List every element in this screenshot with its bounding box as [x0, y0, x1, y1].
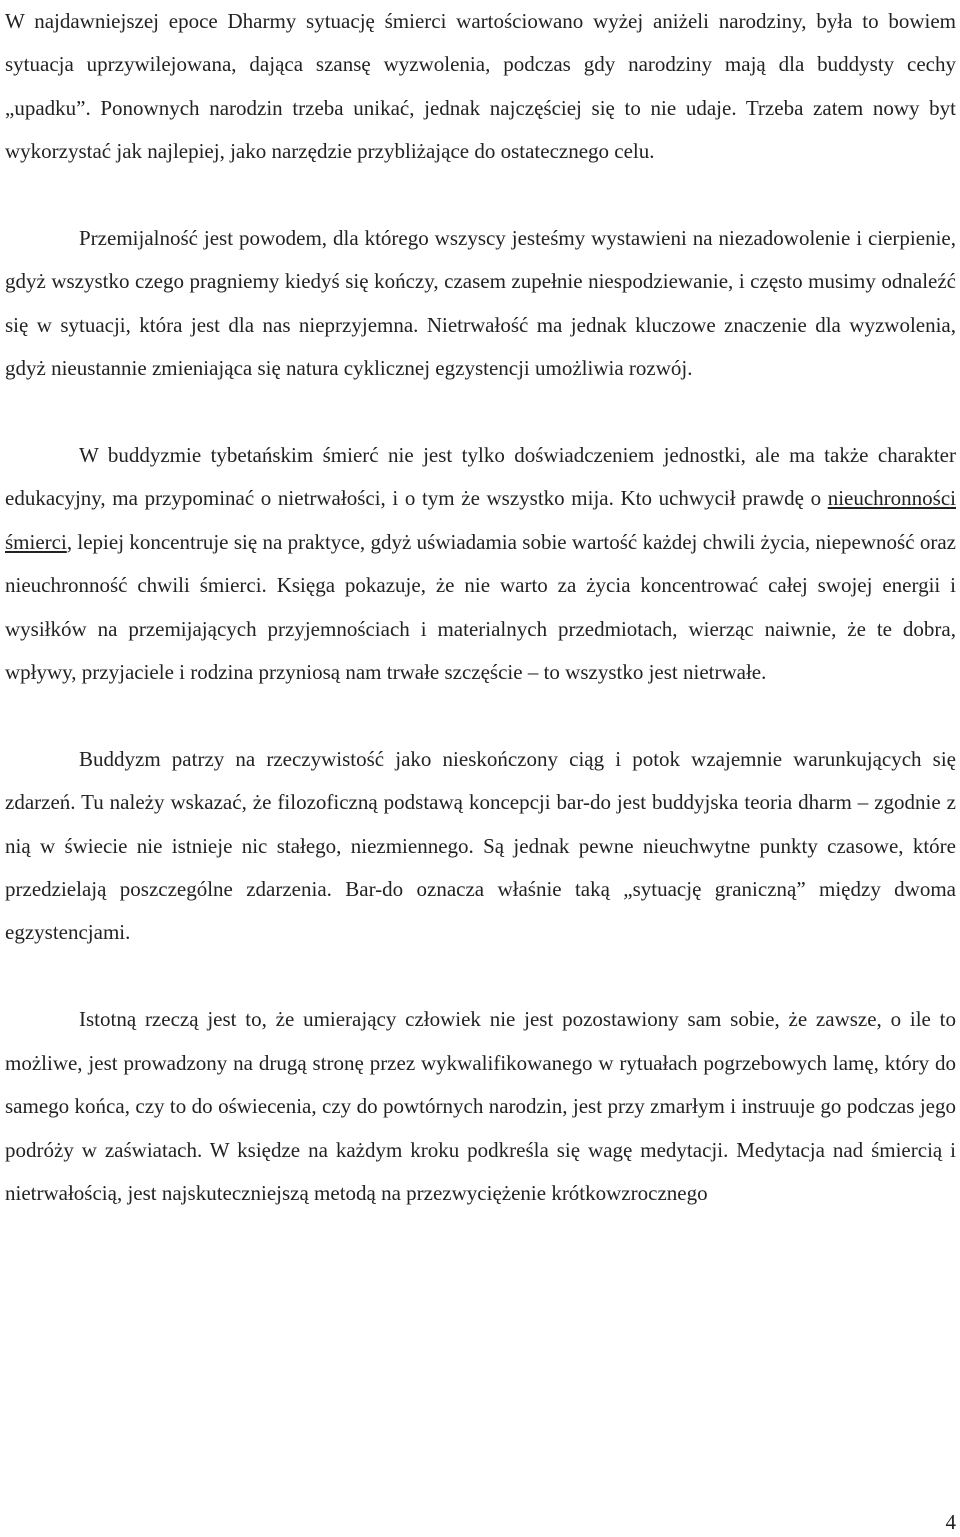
paragraph-3 [5, 434, 956, 694]
paragraph-3-text-after: , lepiej koncentruje się na praktyce, gdyż uświadamia sobie wartość każdej chwili życia, niepewność oraz nieuchronność chwili śmierci. Księga pokazuje, że nie warto za życia koncentrować całej swojej energii i wysiłków na przemijających przyjemnościach i materialnych przedmiotach, wierząc naiwnie, że te dobra, wpływy, przyjaciele i rodzina przyniosą nam trwałe szczęście – to wszystko jest nietrwałe. [5, 529, 956, 685]
paragraph-5: Istotną rzeczą jest to, że umierający człowiek nie jest pozostawiony sam sobie, że zawsze, o ile to możliwe, jest prowadzony na drugą stronę przez wykwalifikowanego w rytuałach pogrzebowych lamę, który do samego końca, czy to do oświecenia, czy do powtórnych narodzin, jest przy zmarłym i instruuje go podczas jego podróży w zaświatach. W księdze na każdym kroku podkreśla się wagę medytacji. Medytacja nad śmiercią i nietrwałością, jest najskuteczniejszą metodą na przezwyciężenie krótkowzrocznego [5, 1007, 956, 1205]
paragraph-2: Przemijalność jest powodem, dla którego wszyscy jesteśmy wystawieni na niezadowolenie i cierpienie, gdyż wszystko czego pragniemy kiedyś się kończy, czasem zupełnie niespodziewanie, i często musimy odnaleźć się w sytuacji, która jest dla nas nieprzyjemna. Nietrwałość ma jednak kluczowe znaczenie dla wyzwolenia, gdyż nieustannie zmieniająca się natura cyklicznej egzystencji umożliwia rozwój. [5, 226, 956, 381]
paragraph-spacer [5, 174, 956, 217]
paragraph-3-text-before: W buddyzmie tybetańskim śmierć nie jest tylko doświadczeniem jednostki, ale ma także charakter edukacyjny, ma przypominać o nietrwałości, i o tym że wszystko mija. Kto uchwycił prawdę o [5, 443, 956, 511]
nieuchronnosc-smierci-link[interactable]: nieuchronności śmierci [5, 486, 956, 554]
paragraph-spacer [5, 694, 956, 737]
page-number: 4 [945, 1510, 956, 1534]
paragraph-1: W najdawniejszej epoce Dharmy sytuację śmierci wartościowano wyżej aniżeli narodziny, była to bowiem sytuacja uprzywilejowana, dająca szansę wyzwolenia, podczas gdy narodziny mają dla buddysty cechy „upadku”. Ponownych narodzin trzeba unikać, jednak najczęściej się to nie udaje. Trzeba zatem nowy byt wykorzystać jak najlepiej, jako narzędzie przybliżające do ostatecznego celu. [5, 9, 956, 164]
paragraph-spacer [5, 955, 956, 998]
paragraph-4: Buddyzm patrzy na rzeczywistość jako nieskończony ciąg i potok wzajemnie warunkujących się zdarzeń. Tu należy wskazać, że filozoficzną podstawą koncepcji bar-do jest buddyjska teoria dharm – zgodnie z nią w świecie nie istnieje nic stałego, niezmiennego. Są jednak pewne nieuchwytne punkty czasowe, które przedzielają poszczególne zdarzenia. Bar-do oznacza właśnie taką „sytuację graniczną” między dwoma egzystencjami. [5, 746, 956, 945]
document-page [5, 0, 956, 1215]
paragraph-spacer [5, 391, 956, 434]
